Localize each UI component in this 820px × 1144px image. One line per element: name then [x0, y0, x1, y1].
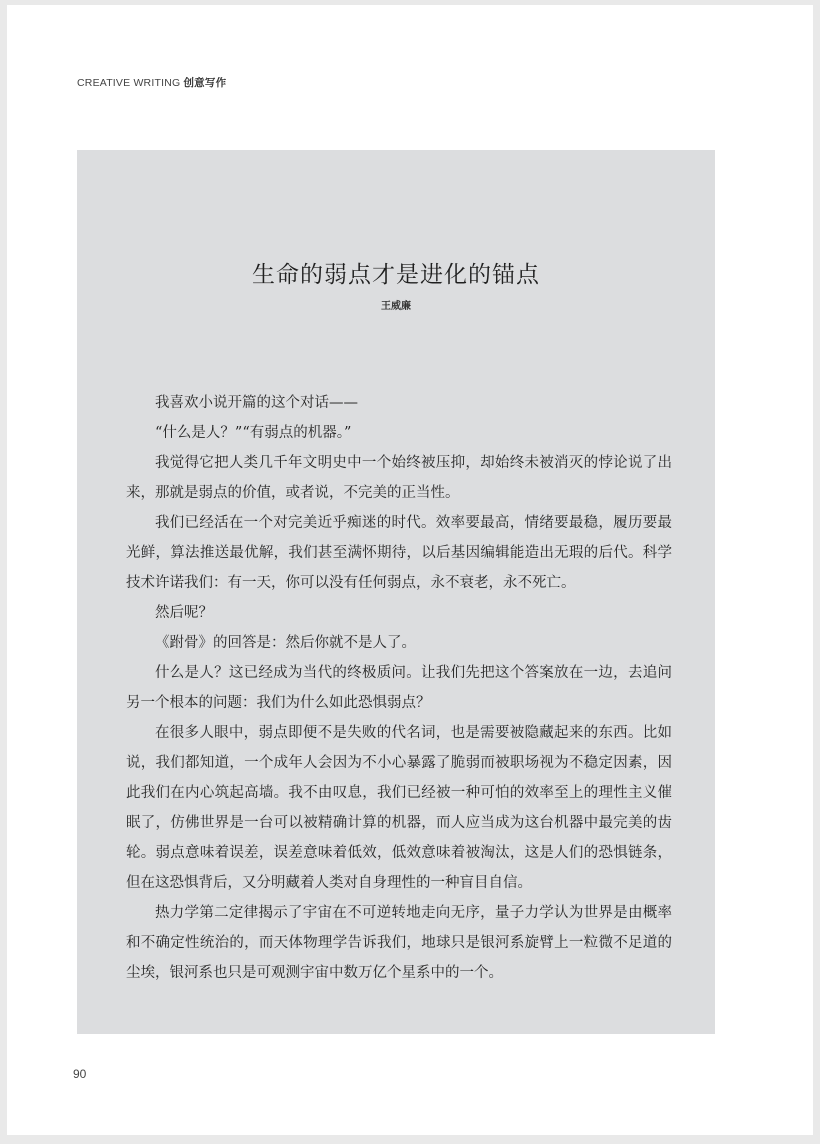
paragraph: 我喜欢小说开篇的这个对话——: [155, 395, 358, 411]
article-body: [126, 388, 672, 988]
page-number: 90: [73, 1067, 87, 1081]
article-title: 生命的弱点才是进化的锚点: [252, 262, 540, 288]
paragraph: “什么是人？”“有弱点的机器。”: [155, 425, 352, 441]
paragraph: 热力学第二定律揭示了宇宙在不可逆转地走向无序，量子力学认为世界是由概率和不确定性统治的，而天体物理学告诉我们，地球只是银河系旋臂上一粒微不足道的尘埃，银河系也只是可观测宇宙中数万亿个星系中的一个。: [126, 905, 672, 981]
header-english: CREATIVE WRITING: [77, 77, 184, 89]
magazine-page: [7, 5, 813, 1135]
paragraph: 《跗骨》的回答是：然后你就不是人了。: [155, 635, 416, 651]
running-header: [77, 75, 226, 90]
article-panel: [77, 150, 715, 1034]
article-author: 王威廉: [381, 301, 411, 312]
paragraph: 我觉得它把人类几千年文明史中一个始终被压抑，却始终未被消灭的悖论说了出来，那就是弱点的价值，或者说，不完美的正当性。: [126, 455, 672, 501]
paragraph: 在很多人眼中，弱点即便不是失败的代名词，也是需要被隐藏起来的东西。比如说，我们都知道，一个成年人会因为不小心暴露了脆弱而被职场视为不稳定因素，因此我们在内心筑起高墙。我不由叹息，我们已经被一种可怕的效率至上的理性主义催眠了，仿佛世界是一台可以被精确计算的机器，而人应当成为这台机器中最完美的齿轮。弱点意味着误差，误差意味着低效，低效意味着被淘汰，这是人们的恐惧链条，但在这恐惧背后，又分明藏着人类对自身理性的一种盲目自信。: [126, 725, 672, 891]
header-chinese: 创意写作: [183, 77, 227, 89]
paragraph: 然后呢？: [155, 605, 213, 621]
paragraph: 我们已经活在一个对完美近乎痴迷的时代。效率要最高，情绪要最稳，履历要最光鲜，算法推送最优解，我们甚至满怀期待，以后基因编辑能造出无瑕的后代。科学技术许诺我们：有一天，你可以没有任何弱点，永不衰老，永不死亡。: [126, 515, 672, 591]
paragraph: 什么是人？这已经成为当代的终极质问。让我们先把这个答案放在一边，去追问另一个根本的问题：我们为什么如此恐惧弱点？: [126, 665, 672, 711]
